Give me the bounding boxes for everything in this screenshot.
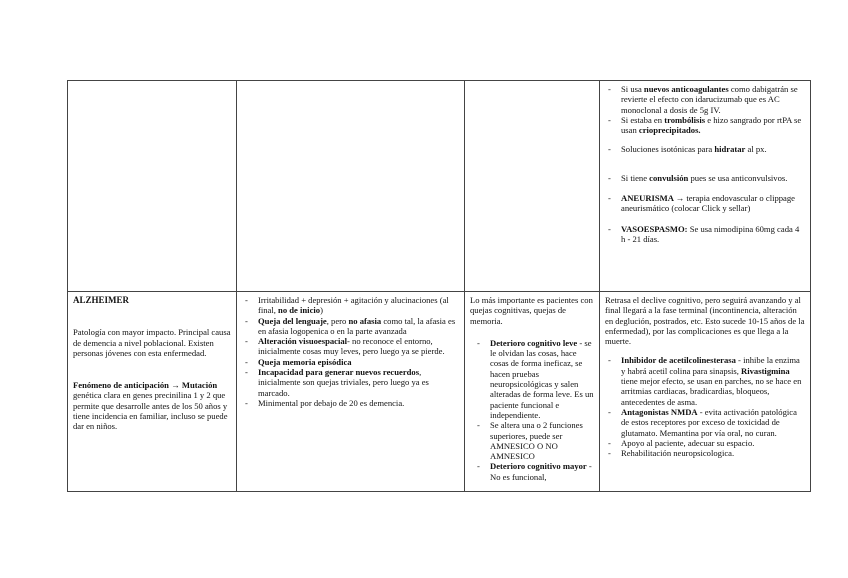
- list-item: - Antagonistas NMDA - evita activación patológica de estos receptores por exceso de toxicidad de glutamato. Memantina por vía oral, no curan.: [605, 407, 805, 438]
- cell-alzheimer-overview: [68, 292, 237, 492]
- cell-symptoms: [237, 292, 465, 492]
- cell-treatment-acv: [600, 81, 811, 292]
- list-item: - Inhibidor de acetilcolinesterasa - inhibe la enzima y habrá acetil colina para sinapsis, Rivastigmina tiene mejor efecto, se usan en parches, no se hace en arritmias cardiacas, bradicardias, bloqueos, antecedentes de asma.: [605, 355, 805, 406]
- cell-treatment-alzheimer: [600, 292, 811, 492]
- list-item: - Alteración visuoespacial- no reconoce el entorno, inicialmente cosas muy leves, pero luego ya se pierde.: [242, 336, 459, 357]
- cell-cognitive: [465, 292, 600, 492]
- list-item: - Si tiene convulsión pues se usa anticonvulsivos.: [605, 173, 805, 183]
- list-item: - ANEURISMA → terapia endovascular o clippage aneurismático (colocar Click y sellar): [605, 193, 805, 214]
- cognitive-intro: Lo más importante es pacientes con quejas cognitivas, quejas de memoria.: [470, 295, 593, 326]
- cell-empty-1: [68, 81, 237, 292]
- list-item: - Minimental por debajo de 20 es demencia.: [242, 398, 459, 408]
- list-item: - Queja del lenguaje, pero no afasia como tal, la afasia es en afasia logopenica o en la parte avanzada: [242, 316, 459, 337]
- notes-table: [67, 80, 811, 492]
- overview-text: Patología con mayor impacto. Principal causa de demencia a nivel poblacional. Existen personas jóvenes con esta enfermedad.: [73, 327, 231, 358]
- list-item: - Si estaba en trombólisis e hizo sangrado por rtPA se usan crioprecipitados.: [605, 115, 805, 136]
- list-item: - Soluciones isotónicas para hidratar al px.: [605, 144, 805, 154]
- list-item: - VASOESPASMO: Se usa nimodipina 60mg cada 4 h - 21 días.: [605, 224, 805, 245]
- section-title: ALZHEIMER: [73, 295, 130, 305]
- cell-empty-2: [237, 81, 465, 292]
- cell-empty-3: [465, 81, 600, 292]
- list-item: - Deterioro cognitivo mayor - No es funcional,: [474, 461, 594, 482]
- list-item: - Se altera una o 2 funciones superiores, puede ser AMNESICO O NO AMNESICO: [474, 420, 594, 461]
- list-item: - Rehabilitación neuropsicologica.: [605, 448, 805, 458]
- treatment-intro: Retrasa el declive cognitivo, pero seguirá avanzando y al final llegará a la fase terminal (incontinencia, alteración en deglución, postrados, etc. Esto sucede 10-15 años de la enfermedad), por las complicaciones es que llega a la muerte.: [605, 295, 805, 347]
- list-item: - Incapacidad para generar nuevos recuerdos, inicialmente son quejas triviales, pero luego ya es marcado.: [242, 367, 459, 398]
- table-row: [68, 81, 811, 292]
- list-item: - Apoyo al paciente, adecuar su espacio.: [605, 438, 805, 448]
- list-item: - Si usa nuevos anticoagulantes como dabigatrán se revierte el efecto con idarucizumab que es AC monoclonal a dosis de 5g IV.: [605, 84, 805, 115]
- list-item: - Queja memoria episódica: [242, 357, 459, 367]
- list-item: - Deterioro cognitivo leve - se le olvidan las cosas, hace cosas de forma ineficaz, se hacen pruebas neuropsicológicas y salen alteradas de forma leve. Es un paciente funcional e independiente.: [474, 338, 594, 420]
- list-item: - Irritabilidad + depresión + agitación y alucinaciones (al final, no de inicio): [242, 295, 459, 316]
- table-row: [68, 292, 811, 492]
- anticipation-text: Fenómeno de anticipación → Mutación genética clara en genes precinilina 1 y 2 que permite que desarrolle antes de los 50 años y tiene incidencia en familiar, incluso se puede dar en niños.: [73, 380, 228, 432]
